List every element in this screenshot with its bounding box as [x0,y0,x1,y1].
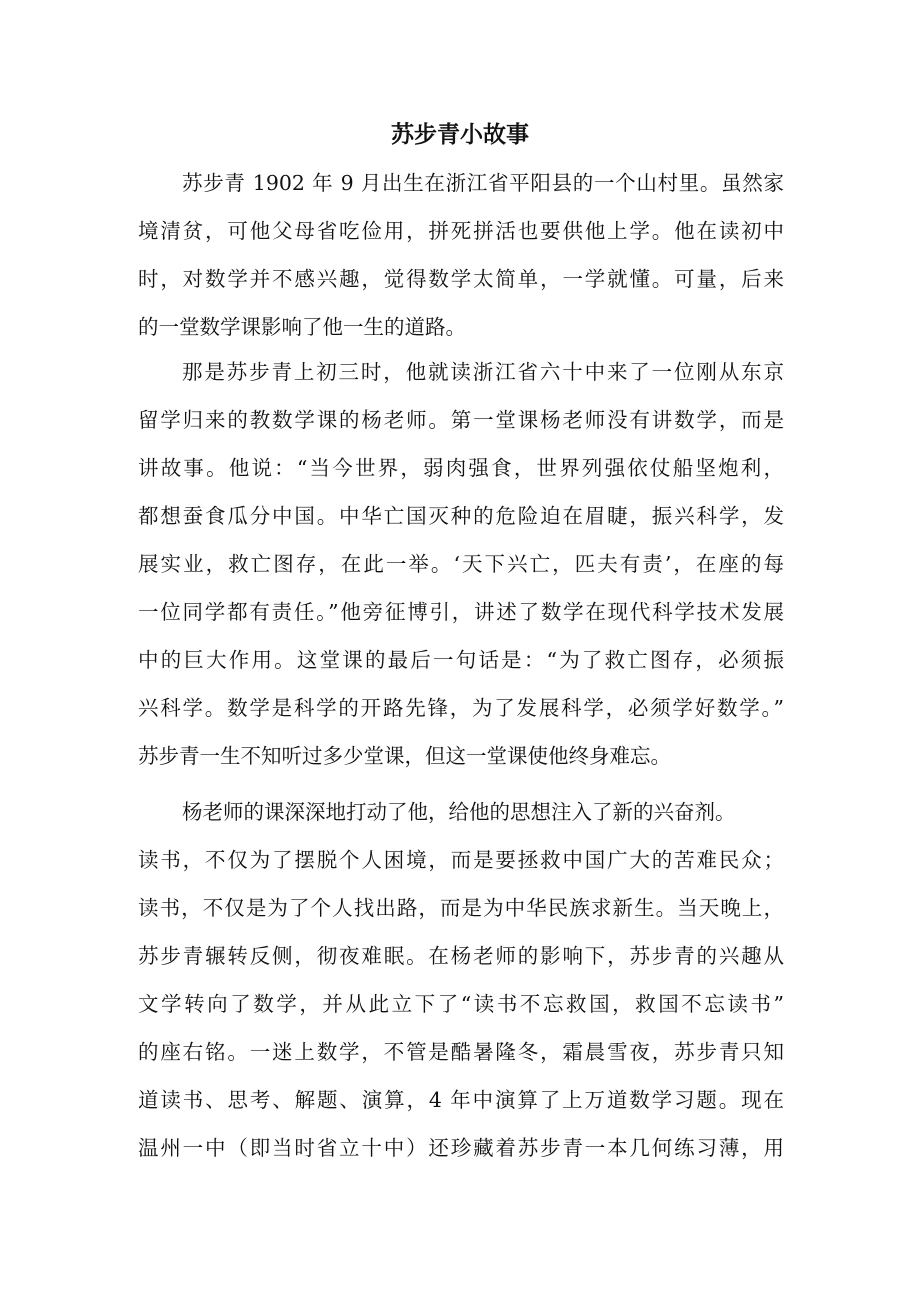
text-line: 读书，不仅是为了个人找出路，而是为中华民族求新生。当天晚上， [138,896,784,920]
text-line: 苏步青 1902 年 9 月出生在浙江省平阳县的一个山村里。虽然家 [182,171,784,195]
text-line: 讲故事。他说：“当今世界，弱肉强食，世界列强依仗船坚炮利， [138,456,784,480]
text-line: 的座右铭。一迷上数学，不管是酷暑隆冬，霜晨雪夜，苏步青只知 [138,1040,784,1064]
text-line: 苏步青辗转反侧，彻夜难眠。在杨老师的影响下，苏步青的兴趣从 [138,944,784,968]
paragraph-2 [138,348,784,780]
paragraph-3 [138,788,784,1172]
text-line: 境清贫，可他父母省吃俭用，拼死拼活也要供他上学。他在读初中 [138,219,784,243]
text-line: 都想蚕食瓜分中国。中华亡国灭种的危险迫在眉睫，振兴科学，发 [138,504,784,528]
text-line: 温州一中（即当时省立十中）还珍藏着苏步青一本几何练习薄，用 [138,1136,784,1160]
text-line: 时，对数学并不感兴趣，觉得数学太简单，一学就懂。可量，后来 [138,267,784,291]
document-title: 苏步青小故事 [391,121,529,148]
text-line: 留学归来的教数学课的杨老师。第一堂课杨老师没有讲数学，而是 [138,408,784,432]
text-line: 那是苏步青上初三时，他就读浙江省六十中来了一位刚从东京 [182,360,784,384]
text-line: 的一堂数学课影响了他一生的道路。 [138,315,466,339]
text-line: 中的巨大作用。这堂课的最后一句话是：“为了救亡图存，必须振 [138,648,784,672]
text-line: 道读书、思考、解题、演算，4 年中演算了上万道数学习题。现在 [138,1088,784,1112]
paragraph-1 [138,159,784,351]
text-line: 读书，不仅为了摆脱个人困境，而是要拯救中国广大的苦难民众； [138,848,784,872]
text-line: 一位同学都有责任。”他旁征博引，讲述了数学在现代科学技术发展 [138,600,784,624]
text-line: 文学转向了数学，并从此立下了“读书不忘救国，救国不忘读书” [138,992,784,1016]
text-line: 苏步青一生不知听过多少堂课，但这一堂课使他终身难忘。 [138,744,671,768]
text-line: 兴科学。数学是科学的开路先锋，为了发展科学，必须学好数学。” [138,696,784,720]
text-line: 杨老师的课深深地打动了他，给他的思想注入了新的兴奋剂。 [182,800,736,824]
text-line: 展实业，救亡图存，在此一举。‘天下兴亡，匹夫有责’，在座的每 [138,552,784,576]
